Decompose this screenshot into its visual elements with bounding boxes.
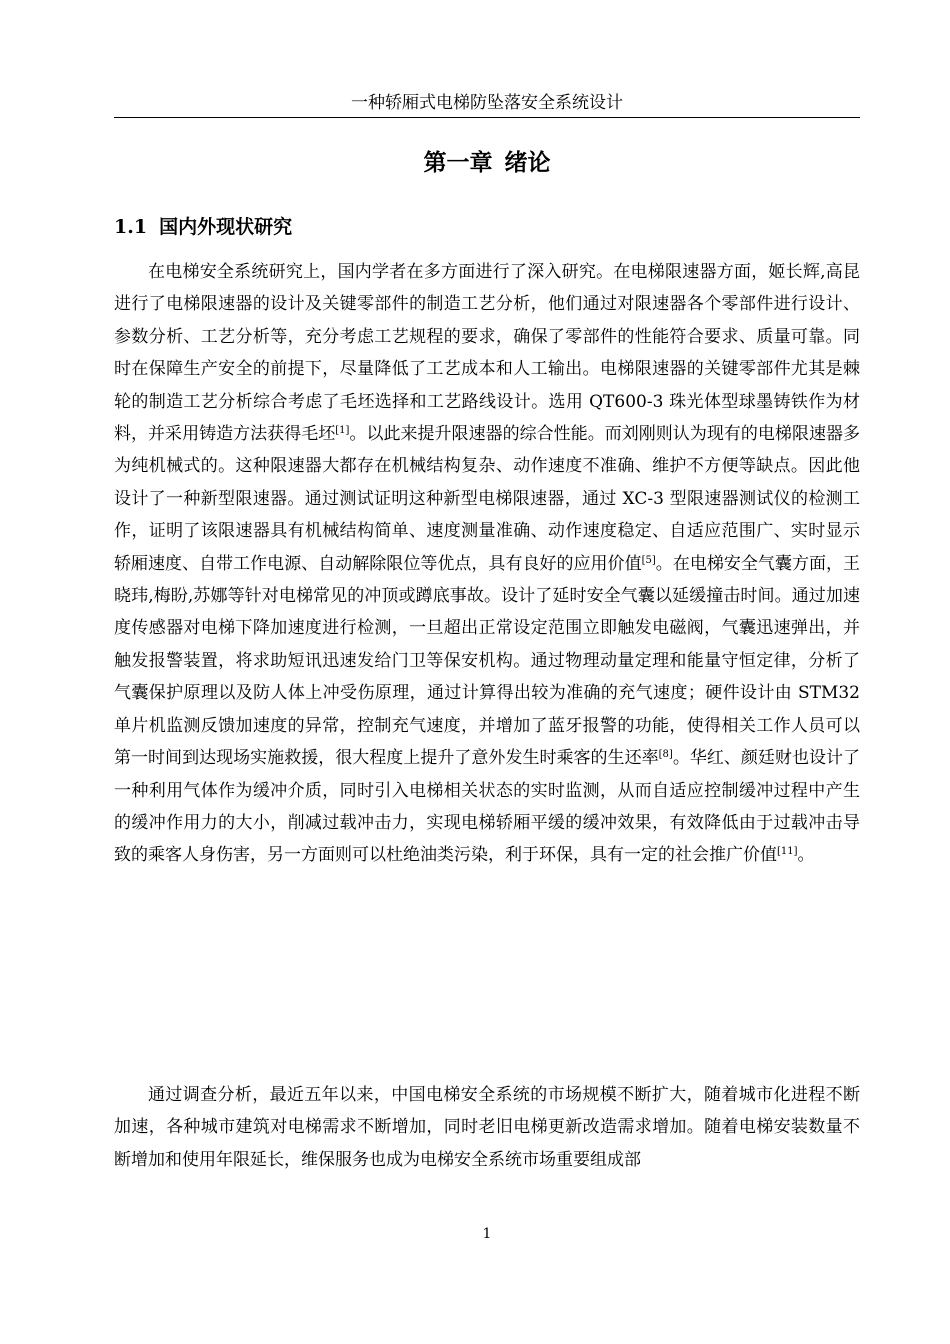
- citation-ref: [11]: [777, 846, 798, 858]
- chapter-title: 绪论: [504, 149, 551, 176]
- citation-ref: [8]: [658, 749, 673, 761]
- section-number: 1.1: [114, 216, 148, 238]
- text-run: 在电梯安全系统研究上，国内学者在多方面进行了深入研究。在电梯限速器方面，姬长辉,高昆进行了电梯限速器的设计及关键零部件的制造工艺分析，他们通过对限速器各个零部件进行设计、参数分析、工艺分析等，充分考虑工艺规程的要求，确保了零部件的性能符合要求、质量可靠。同时在保障生产安全的前提下，尽量降低了工艺成本和人工输出。电梯限速器的关键零部件尤其是棘轮的制造工艺分析综合考虑了毛坯选择和工艺路线设计。选用 QT600-3 珠光体型球墨铸铁作为材料，并采用铸造方法获得毛坯: [114, 262, 860, 445]
- chapter-heading: [114, 147, 860, 179]
- body-paragraph: 通过调查分析，最近五年以来，中国电梯安全系统的市场规模不断扩大，随着城市化进程不断加速，各种城市建筑对电梯需求不断增加，同时老旧电梯更新改造需求增加。随着电梯安装数量不断增加和使用年限延长，维保服务也成为电梯安全系统市场重要组成部: [114, 1085, 860, 1170]
- text-run: 。以此来提升限速器的综合性能。而刘刚则认为现有的电梯限速器多为纯机械式的。这种限速器大都存在机械结构复杂、动作速度不准确、维护不方便等缺点。因此他设计了一种新型限速器。通过测试证明这种新型电梯限速器，通过 XC-3 型限速器测试仪的检测工作，证明了该限速器具有机械结构简单、速度测量准确、动作速度稳定、自适应范围广、实时显示轿厢速度、自带工作电源、自动解除限位等优点，具有良好的应用价值: [114, 424, 860, 574]
- text-run: 。: [797, 845, 815, 866]
- citation-ref: [1]: [335, 425, 350, 437]
- body-paragraph: [114, 256, 860, 872]
- page-number: 1: [482, 1226, 492, 1242]
- running-header: 一种轿厢式电梯防坠落安全系统设计: [351, 93, 623, 113]
- text-run: 。在电梯安全气囊方面，王晓玮,梅盼,苏娜等针对电梯常见的冲顶或蹲底事故。设计了延时安全气囊以延缓撞击时间。通过加速度传感器对电梯下降加速度进行检测，一旦超出正常设定范围立即触发电磁阀，气囊迅速弹出，并触发报警装置，将求助短讯迅速发给门卫等保安机构。通过物理动量定理和能量守恒定律，分析了气囊保护原理以及防人体上冲受伤原理，通过计算得出较为准确的充气速度；硬件设计由 STM32 单片机监测反馈加速度的异常，控制充气速度，并增加了蓝牙报警的功能，使得相关工作人员可以第一时间到达现场实施救援，很大程度上提升了意外发生时乘客的生还率: [114, 553, 861, 769]
- header-rule: [114, 117, 860, 118]
- chapter-label: 第一章: [423, 149, 493, 176]
- section-heading: [114, 213, 292, 241]
- text-run: 。华红、颜廷财也设计了一种利用气体作为缓冲介质，同时引入电梯相关状态的实时监测，从而自适应控制缓冲过程中产生的缓冲作用力的大小，削减过载冲击力，实现电梯轿厢平缓的缓冲效果，有效降低由于过载冲击导致的乘客人身伤害，另一方面则可以杜绝油类污染，利于环保，具有一定的社会推广价值: [114, 748, 861, 866]
- section-title: 国内外现状研究: [159, 216, 293, 238]
- citation-ref: [5]: [641, 554, 656, 566]
